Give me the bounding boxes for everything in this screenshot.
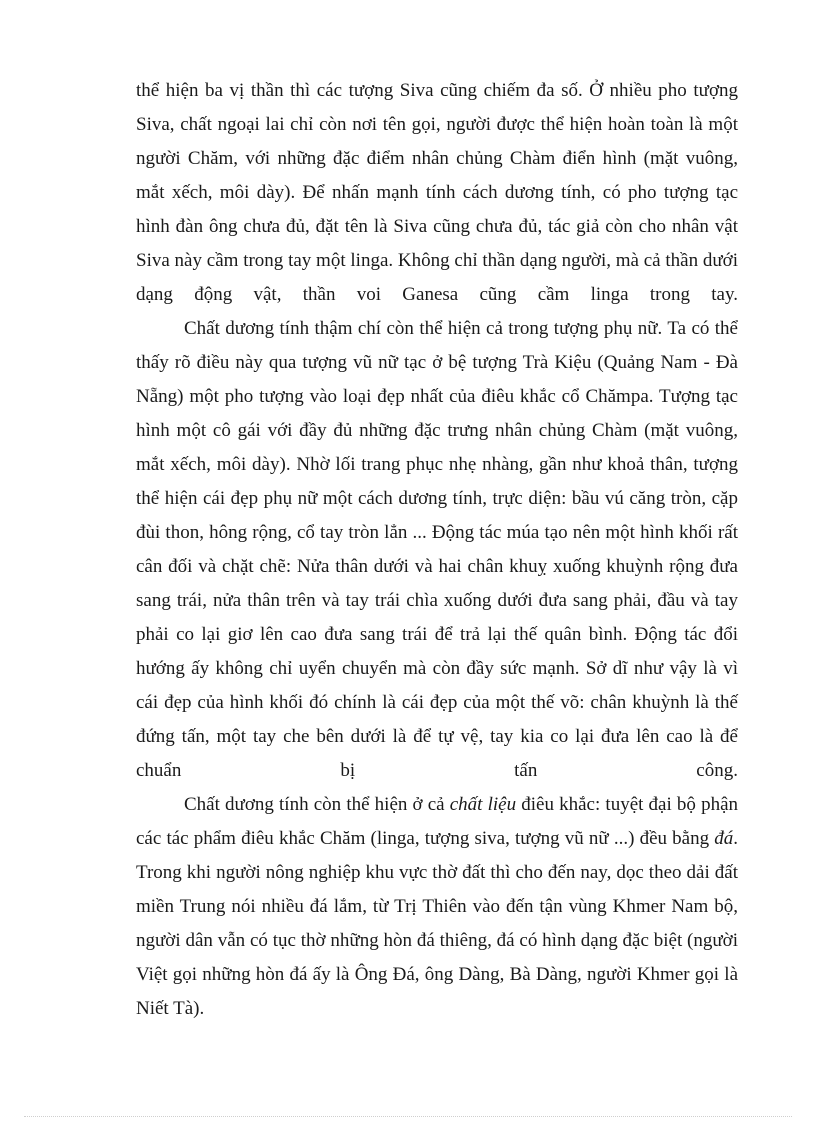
emphasis-chat-lieu: chất liệu [449,794,517,815]
body-text [136,74,738,1026]
emphasis-da: đá [714,828,734,849]
paragraph-dancer-statue: Chất dương tính thậm chí còn thể hiện cả trong tượng phụ nữ. Ta có thể thấy rõ điều này qua tượng vũ nữ tạc ở bệ tượng Trà Kiệu (Quảng Nam - Đà Nẵng) một pho tượng vào loại đẹp nhất của điêu khắc cổ Chămpa. Tượng tạc hình một cô gái với đầy đủ những đặc trưng nhân chủng Chàm (mặt vuông, mắt xếch, môi dày). Nhờ lối trang phục nhẹ nhàng, gần như khoả thân, tượng thể hiện cái đẹp phụ nữ một cách dương tính, trực diện: bầu vú căng tròn, cặp đùi thon, hông rộng, cổ tay tròn lẳn ... Động tác múa tạo nên một hình khối rất cân đối và chặt chẽ: Nửa thân dưới và hai chân khuỵ xuống khuỳnh rộng đưa sang trái, nửa thân trên và tay trái chìa xuống dưới đưa sang phải, đầu và tay phải co lại giơ lên cao đưa sang trái để trả lại thế quân bình. Động tác đổi hướng ấy không chỉ uyển chuyển mà còn đầy sức mạnh. Sở dĩ như vậy là vì cái đẹp của hình khối đó chính là cái đẹp của một thế võ: chân khuỳnh là thế đứng tấn, một tay che bên dưới là để tự vệ, tay kia co lại đưa lên cao là để chuẩn bị tấn công. [136,318,738,781]
paragraph-text-segment: Chất dương tính còn thể hiện ở cả [184,794,450,815]
paragraph-siva-statues: thể hiện ba vị thần thì các tượng Siva cũng chiếm đa số. Ở nhiều pho tượng Siva, chất ngoại lai chỉ còn nơi tên gọi, người được thể hiện hoàn toàn là một người Chăm, với những đặc điểm nhân chủng Chàm điển hình (mặt vuông, mắt xếch, môi dày). Để nhấn mạnh tính cách dương tính, có pho tượng tạc hình đàn ông chưa đủ, đặt tên là Siva cũng chưa đủ, tác giả còn cho nhân vật Siva này cầm trong tay một linga. Không chỉ thần dạng người, mà cả thần dưới dạng động vật, thần voi Ganesa cũng cầm linga trong tay. [136,80,738,305]
paragraph-text-segment: điêu khắc: tuyệt đại bộ phận các tác phẩm điêu khắc Chăm (linga, tượng siva, tượng vũ nữ ...) đều bằng [136,794,738,849]
page-bottom-divider [24,1116,792,1117]
paragraph-stone-material [136,788,738,1026]
paragraph-text-segment: . Trong khi người nông nghiệp khu vực thờ đất thì cho đến nay, dọc theo dải đất miền Trung nói nhiều đá lắm, từ Trị Thiên vào đến tận vùng Khmer Nam bộ, người dân vẫn có tục thờ những hòn đá thiêng, đá có hình dạng đặc biệt (người Việt gọi những hòn đá ấy là Ông Đá, ông Dàng, Bà Dàng, người Khmer gọi là Niết Tà). [136,828,738,1019]
